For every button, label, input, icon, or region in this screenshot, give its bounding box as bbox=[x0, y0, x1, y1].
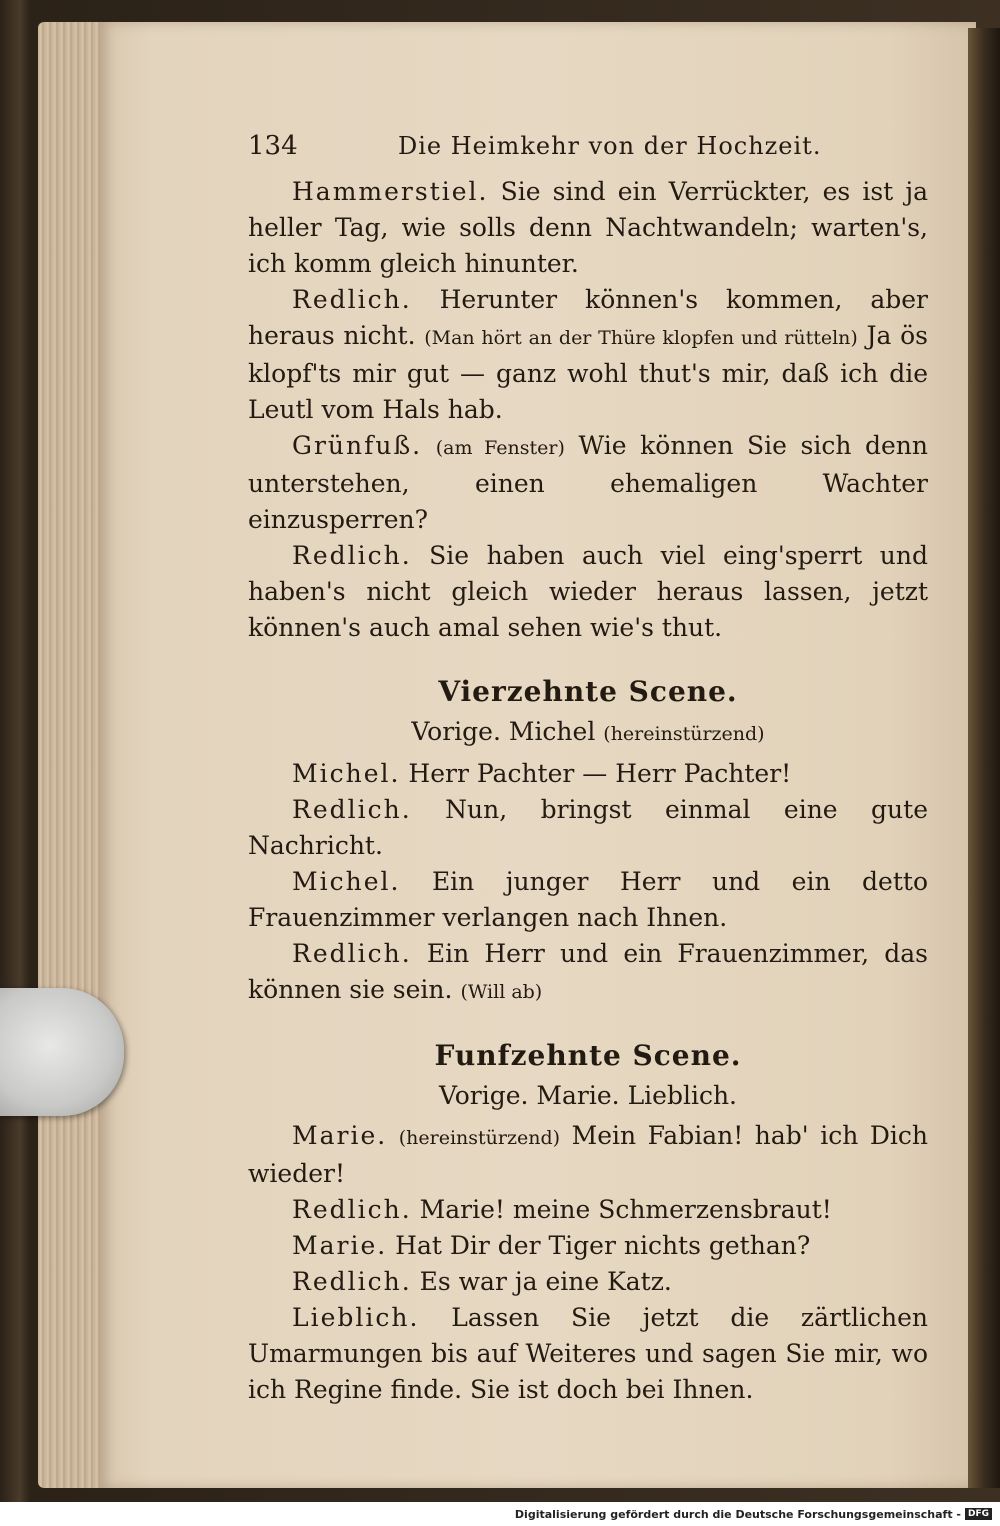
speaker-name: Redlich. bbox=[292, 1195, 412, 1224]
speaker-name: Michel. bbox=[292, 759, 401, 788]
dialogue-text: Lassen Sie jetzt die zärtlichen Umarmungen bis auf Weiteres und sagen Sie mir, wo ich Regine finde. Sie ist doch bei Ihnen. bbox=[248, 1303, 928, 1404]
dialogue-text: Sie sind ein Verrückter, es ist ja heller Tag, wie solls denn Nachtwandeln; warten's, ich komm gleich hinunter. bbox=[248, 177, 928, 278]
dialogue-paragraph bbox=[248, 792, 928, 864]
dialogue-text: Es war ja eine Katz. bbox=[419, 1267, 672, 1296]
dialogue-text: Herr Pachter — Herr Pachter! bbox=[408, 759, 792, 788]
dialogue-text: Ein Herr und ein Frauenzimmer, das können sie sein. bbox=[248, 939, 928, 1004]
dialogue-paragraph bbox=[248, 1300, 928, 1408]
speaker-name: Michel. bbox=[292, 867, 401, 896]
speaker-name: Marie. bbox=[292, 1121, 388, 1150]
speaker-name: Lieblich. bbox=[292, 1303, 420, 1332]
dialogue-paragraph bbox=[248, 1228, 928, 1264]
stage-direction: (Man hört an der Thüre klopfen und rütteln) bbox=[424, 327, 858, 349]
stage-direction: (Will ab) bbox=[460, 981, 543, 1003]
dialogue-paragraph bbox=[248, 864, 928, 936]
credit-text: Digitalisierung gefördert durch die Deutsche Forschungsgemeinschaft - bbox=[514, 1507, 961, 1521]
dialogue-text: Wie können Sie sich denn unterstehen, einen ehemaligen Wachter einzusperren? bbox=[248, 431, 929, 534]
speaker-name: Marie. bbox=[292, 1231, 388, 1260]
bookmark-clip bbox=[0, 988, 124, 1116]
dialogue-paragraph bbox=[248, 756, 928, 792]
dialogue-text: Herunter können's kommen, aber heraus nicht. bbox=[248, 285, 928, 350]
scene-cast bbox=[248, 1078, 928, 1114]
scene-cast bbox=[248, 714, 928, 752]
dialogue-text: Nun, bringst einmal eine gute Nachricht. bbox=[248, 795, 928, 860]
dfg-logo: DFG bbox=[965, 1508, 992, 1520]
page-header bbox=[248, 128, 928, 164]
dialogue-text: Sie haben auch viel eing'sperrt und haben's nicht gleich wieder heraus lassen, jetzt können's auch amal sehen wie's thut. bbox=[248, 541, 929, 642]
dialogue-paragraph bbox=[248, 1118, 928, 1192]
dialogue-text: Ein junger Herr und ein detto Frauenzimmer verlangen nach Ihnen. bbox=[248, 867, 928, 932]
dialogue-paragraph bbox=[248, 174, 928, 282]
page-stack-edge bbox=[38, 22, 108, 1488]
speaker-name: Redlich. bbox=[292, 939, 412, 968]
scene-heading: Vierzehnte Scene. bbox=[438, 675, 738, 708]
dialogue-paragraph bbox=[248, 282, 928, 428]
speaker-name: Grünfuß. bbox=[292, 431, 423, 460]
book-gutter-shadow bbox=[968, 28, 1000, 1488]
dialogue-text: Ja ös klopf'ts mir gut — ganz wohl thut's mir, daß ich die Leutl vom Hals hab. bbox=[248, 321, 928, 424]
dialogue-paragraph bbox=[248, 428, 928, 538]
speaker-name: Redlich. bbox=[292, 541, 412, 570]
page-number: 134 bbox=[248, 131, 298, 161]
scene-heading: Funfzehnte Scene. bbox=[434, 1039, 742, 1072]
dialogue-paragraph bbox=[248, 936, 928, 1010]
running-title: Die Heimkehr von der Hochzeit. bbox=[398, 132, 822, 160]
dialogue-paragraph bbox=[248, 1192, 928, 1228]
stage-direction: (am Fenster) bbox=[435, 437, 565, 459]
speaker-name: Redlich. bbox=[292, 1267, 412, 1296]
page-text bbox=[248, 128, 928, 1408]
speaker-name: Hammerstiel. bbox=[292, 177, 489, 206]
stage-direction: (hereinstürzend) bbox=[398, 1127, 561, 1149]
speaker-name: Redlich. bbox=[292, 285, 412, 314]
dialogue-text: Mein Fabian! hab' ich Dich wieder! bbox=[248, 1121, 928, 1188]
cast-list: Vorige. Marie. Lieblich. bbox=[438, 1081, 738, 1110]
cast-list: Vorige. Michel bbox=[411, 717, 596, 746]
stage-direction: (hereinstürzend) bbox=[603, 723, 765, 745]
dialogue-text: Hat Dir der Tiger nichts gethan? bbox=[395, 1231, 811, 1260]
digitization-credit-bar bbox=[0, 1502, 1000, 1526]
dialogue-paragraph bbox=[248, 1264, 928, 1300]
speaker-name: Redlich. bbox=[292, 795, 412, 824]
dialogue-text: Marie! meine Schmerzensbraut! bbox=[419, 1195, 832, 1224]
dialogue-paragraph bbox=[248, 538, 928, 646]
